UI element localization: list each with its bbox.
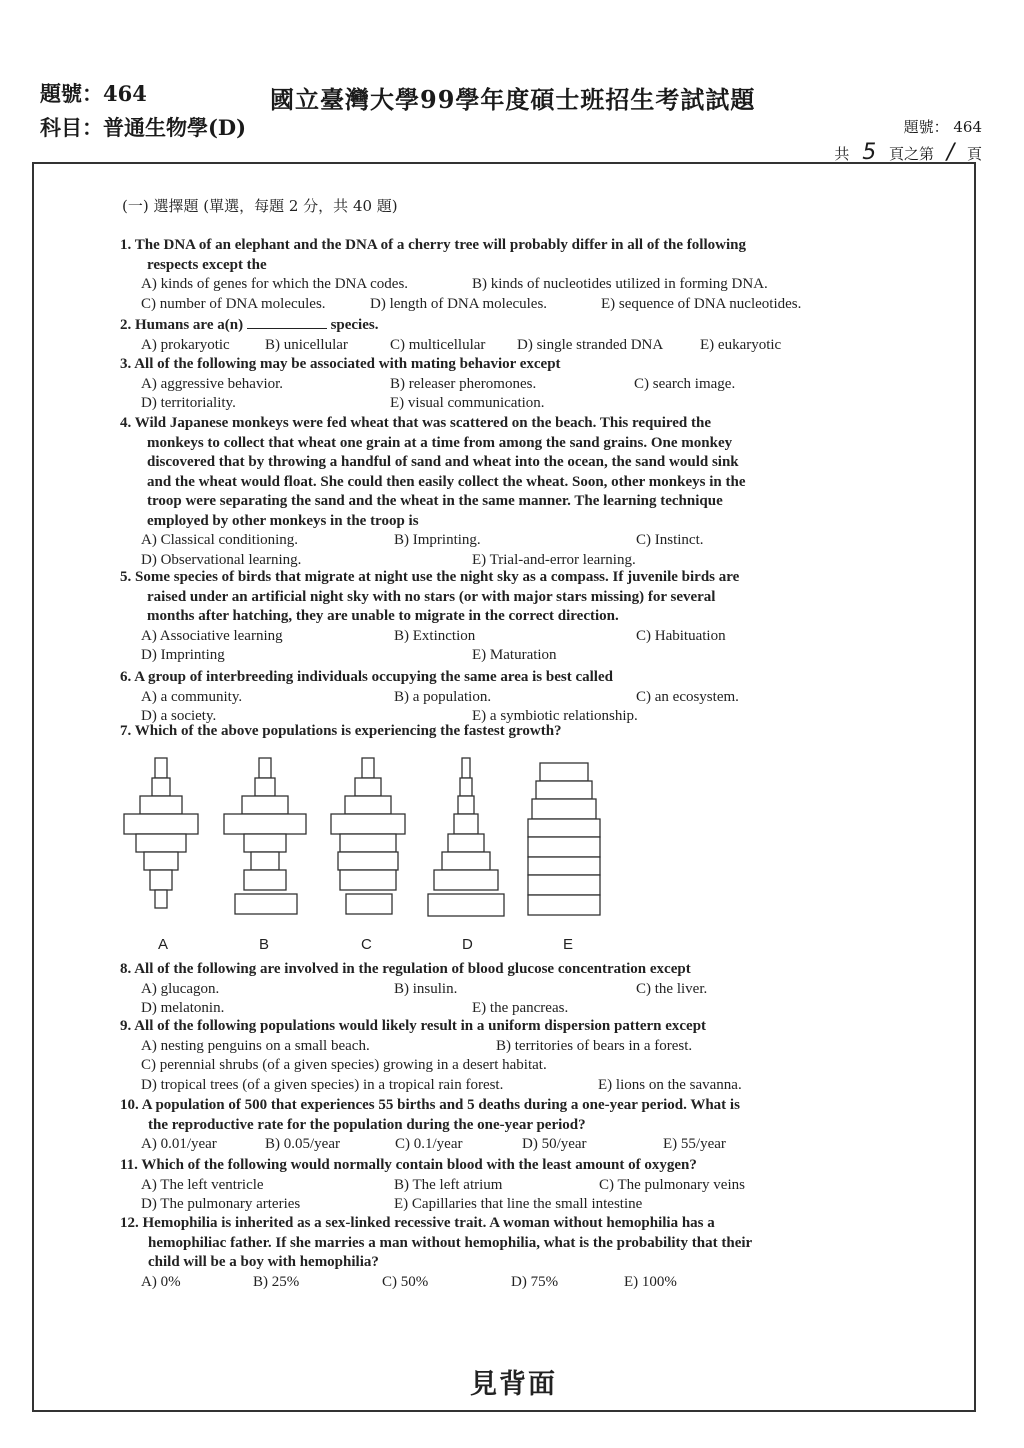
question-text-continued: discovered that by throwing a handful of sand and wheat into the ocean, the sand would sink <box>147 454 739 470</box>
question-text-continued: employed by other monkeys in the troop is <box>147 512 419 529</box>
question-text-continued: child will be a boy with hemophilia? <box>148 1254 379 1270</box>
answer-option: D) length of DNA molecules. <box>370 295 548 312</box>
answer-option: D) melatonin. <box>141 1000 225 1016</box>
question-8 <box>120 960 850 1019</box>
pyramid-d <box>428 758 504 916</box>
option-row <box>120 999 850 1019</box>
answer-option: B) unicellular <box>265 336 348 353</box>
question-number: 10. <box>120 1097 139 1113</box>
question-text: All of the following populations would likely result in a uniform dispersion pattern except <box>134 1018 707 1034</box>
question-6 <box>120 668 850 727</box>
question-text: The DNA of an elephant and the DNA of a cherry tree will probably differ in all of the following <box>134 237 746 253</box>
answer-option: C) perennial shrubs (of a given species) growing in a desert habitat. <box>141 1057 547 1073</box>
option-row <box>120 627 850 647</box>
option-row <box>120 1037 850 1057</box>
question-stem <box>120 568 850 588</box>
answer-option: C) multicellular <box>390 336 486 353</box>
answer-option: E) Trial-and-error learning. <box>472 551 636 568</box>
option-row <box>120 646 850 666</box>
question-3 <box>120 355 850 414</box>
answer-option: D) The pulmonary arteries <box>141 1196 301 1212</box>
answer-option: E) a symbiotic relationship. <box>472 708 638 724</box>
answer-option: C) an ecosystem. <box>636 688 739 705</box>
question-stem <box>120 414 850 434</box>
question-10 <box>120 1096 850 1155</box>
question-text: Humans are a(n) <box>135 317 244 333</box>
age-pyramid-diagram <box>118 755 638 955</box>
answer-option: E) the pancreas. <box>472 1000 569 1016</box>
question-stem <box>120 960 850 980</box>
pyramid-e <box>528 763 600 915</box>
answer-option: D) Observational learning. <box>141 551 302 568</box>
question-text-continued: raised under an artificial night sky with no stars (or with major stars missing) for several <box>147 588 716 605</box>
answer-option: C) 0.1/year <box>395 1136 463 1152</box>
pyramid-c <box>331 758 405 914</box>
question-number: 4. <box>120 415 132 431</box>
answer-option: C) The pulmonary veins <box>599 1176 745 1193</box>
answer-option: A) kinds of genes for which the DNA codes. <box>141 276 409 292</box>
answer-option: E) 55/year <box>663 1136 726 1152</box>
pages-current: / <box>946 140 955 165</box>
question-text-continued: hemophiliac father. If she marries a man without hemophilia, what is the probability that their <box>148 1234 753 1251</box>
answer-option: E) visual communication. <box>390 395 545 411</box>
question-12 <box>120 1214 850 1292</box>
answer-option: B) Extinction <box>394 627 476 644</box>
option-row <box>120 1056 850 1076</box>
answer-option: C) Instinct. <box>636 532 704 548</box>
option-row <box>120 394 850 414</box>
answer-option: C) 50% <box>382 1273 429 1290</box>
question-7 <box>120 722 850 742</box>
answer-option: D) tropical trees (of a given species) in a tropical rain forest. <box>141 1076 504 1093</box>
answer-option: A) aggressive behavior. <box>141 375 284 392</box>
answer-option: B) 25% <box>253 1273 300 1290</box>
option-row <box>120 1176 850 1196</box>
question-text: Which of the above populations is experiencing the fastest growth? <box>134 723 562 739</box>
option-row <box>120 275 850 295</box>
answer-option: B) a population. <box>394 688 492 705</box>
question-9 <box>120 1017 850 1095</box>
answer-option: E) 100% <box>624 1273 677 1290</box>
answer-option: A) 0% <box>141 1273 181 1290</box>
answer-option: A) 0.01/year <box>141 1136 217 1152</box>
question-4 <box>120 414 850 570</box>
answer-option: A) a community. <box>141 688 243 705</box>
answer-option: D) 75% <box>511 1273 559 1290</box>
question-text: A group of interbreeding individuals occupying the same area is best called <box>134 669 613 685</box>
pages-total: 5 <box>862 140 877 165</box>
option-row <box>120 1273 850 1293</box>
question-text: A population of 500 that experiences 55 births and 5 deaths during a one-year period. What is <box>141 1097 740 1113</box>
question-number: 7. <box>120 723 132 739</box>
question-text-continued: the reproductive rate for the population during the one-year period? <box>148 1116 586 1133</box>
answer-option: A) The left ventricle <box>141 1176 264 1193</box>
answer-option: A) prokaryotic <box>141 336 230 353</box>
question-number: 2. <box>120 317 132 333</box>
exam-subject: 科目：普通生物學(D) <box>40 115 247 140</box>
answer-option: E) lions on the savanna. <box>598 1076 742 1093</box>
question-text-after: species. <box>330 317 379 333</box>
question-stem <box>120 668 850 688</box>
question-text-continued: troop were separating the sand and the wheat in the same manner. The learning technique <box>147 493 723 509</box>
answer-option: C) Habituation <box>636 627 726 644</box>
question-text-continued: months after hatching, they are unable to migrate in the correct direction. <box>147 608 619 624</box>
question-text-continued: and the wheat would float. She could then easily collect the wheat. Soon, other monkeys in the <box>147 473 746 490</box>
answer-option: D) territoriality. <box>141 395 236 411</box>
question-number: 6. <box>120 669 132 685</box>
pyramid-label-a: A <box>158 936 169 953</box>
option-row <box>120 1135 850 1155</box>
pyramid-label-b: B <box>259 936 270 953</box>
answer-option: A) glucagon. <box>141 980 220 997</box>
answer-option: D) single stranded DNA <box>517 336 664 353</box>
question-number: 8. <box>120 961 132 977</box>
option-row <box>120 375 850 395</box>
answer-option: A) Associative learning <box>141 627 283 644</box>
answer-option: C) number of DNA molecules. <box>141 295 326 312</box>
option-row <box>120 336 850 356</box>
question-text: All of the following may be associated with mating behavior except <box>134 356 561 372</box>
question-number: 9. <box>120 1018 132 1034</box>
question-2 <box>120 316 850 355</box>
answer-option: B) releaser pheromones. <box>390 375 537 392</box>
question-text: All of the following are involved in the regulation of blood glucose concentration except <box>134 961 691 977</box>
answer-option: C) the liver. <box>636 980 708 997</box>
answer-option: E) eukaryotic <box>700 336 782 353</box>
answer-option: A) nesting penguins on a small beach. <box>141 1037 370 1054</box>
answer-option: D) 50/year <box>522 1136 587 1152</box>
question-stem <box>120 1214 850 1234</box>
question-stem <box>120 722 850 742</box>
question-text: Hemophilia is inherited as a sex-linked recessive trait. A woman without hemophilia has a <box>142 1215 715 1231</box>
option-row <box>120 295 850 315</box>
question-1 <box>120 236 850 314</box>
answer-option: E) Capillaries that line the small intestine <box>394 1196 643 1212</box>
question-stem <box>120 1017 850 1037</box>
question-number: 3. <box>120 356 132 372</box>
question-stem <box>120 355 850 375</box>
pages-prefix: 共 <box>834 145 850 163</box>
option-row <box>120 1076 850 1096</box>
pyramid-label-e: E <box>563 936 574 953</box>
question-5 <box>120 568 850 666</box>
option-row <box>120 1195 850 1215</box>
pyramid-b <box>224 758 306 914</box>
question-text-continued: monkeys to collect that wheat one grain at a time from among the sand grains. One monkey <box>147 434 733 451</box>
answer-option: B) The left atrium <box>394 1176 503 1193</box>
question-number: 11. <box>120 1157 138 1173</box>
pyramid-a <box>124 758 198 908</box>
answer-option: E) sequence of DNA nucleotides. <box>601 295 802 312</box>
answer-option: D) Imprinting <box>141 647 225 663</box>
answer-option: B) territories of bears in a forest. <box>496 1037 693 1054</box>
answer-blank <box>247 316 327 329</box>
exam-code-right: 題號： 464 <box>903 118 982 136</box>
answer-option: B) Imprinting. <box>394 532 481 548</box>
answer-option: B) insulin. <box>394 980 458 997</box>
pages-suffix: 頁 <box>966 145 982 163</box>
question-text: Which of the following would normally contain blood with the least amount of oxygen? <box>141 1157 697 1173</box>
question-text-continued: respects except the <box>147 256 267 273</box>
section-heading: (一) 選擇題 (單選，每題 2 分，共 40 題) <box>122 197 398 215</box>
answer-option: B) kinds of nucleotides utilized in forming DNA. <box>472 276 768 292</box>
answer-option: E) Maturation <box>472 647 557 663</box>
option-row <box>120 531 850 551</box>
question-text: Wild Japanese monkeys were fed wheat that was scattered on the beach. This required the <box>134 415 711 431</box>
exam-code: 題號：464 <box>40 81 147 106</box>
question-text: Some species of birds that migrate at night use the night sky as a compass. If juvenile birds are <box>135 569 740 585</box>
answer-option: A) Classical conditioning. <box>141 532 299 548</box>
question-number: 1. <box>120 237 132 253</box>
pyramid-label-c: C <box>361 936 372 953</box>
pages-mid: 頁之第 <box>888 145 934 163</box>
see-back-note: 見背面 <box>470 1369 557 1400</box>
question-number: 12. <box>120 1215 139 1231</box>
exam-title: 國立臺灣大學99學年度碩士班招生考試試題 <box>270 85 756 114</box>
option-row <box>120 980 850 1000</box>
question-11 <box>120 1156 850 1215</box>
answer-option: B) 0.05/year <box>265 1136 340 1152</box>
question-number: 5. <box>120 569 132 585</box>
question-stem <box>120 236 850 256</box>
answer-option: C) search image. <box>634 375 736 392</box>
answer-option: D) a society. <box>141 708 217 724</box>
option-row <box>120 688 850 708</box>
question-stem <box>120 1156 850 1176</box>
question-stem <box>120 1096 850 1116</box>
pyramid-label-d: D <box>462 936 473 953</box>
question-stem <box>120 316 850 336</box>
